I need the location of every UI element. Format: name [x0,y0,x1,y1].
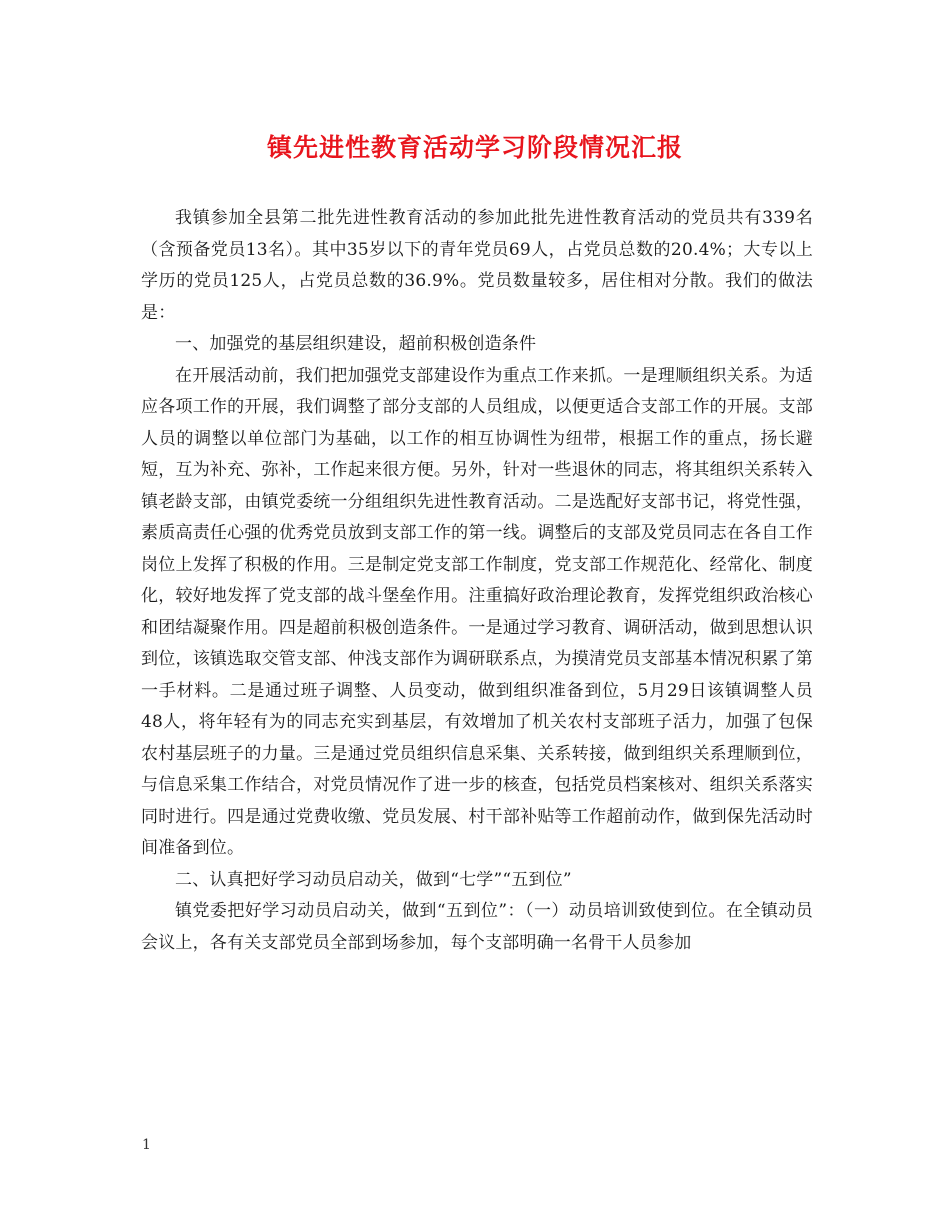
paragraph-section-2: 镇党委把好学习动员启动关，做到“五到位”：（一）动员培训致使到位。在全镇动员会议上，各有关支部党员全部到场参加，每个支部明确一名骨干人员参加 [141,901,813,953]
document-body [141,203,813,959]
paragraph-section-1: 在开展活动前，我们把加强党支部建设作为重点工作来抓。一是理顺组织关系。为适应各项工作的开展，我们调整了部分支部的人员组成，以便更适合支部工作的开展。支部人员的调整以单位部门为基础，以工作的相互协调性为纽带，根据工作的重点，扬长避短，互为补充、弥补，工作起来很方便。另外，针对一些退休的同志，将其组织关系转入镇老龄支部，由镇党委统一分组组织先进性教育活动。二是选配好支部书记，将党性强，素质高责任心强的优秀党员放到支部工作的第一线。调整后的支部及党员同志在各自工作岗位上发挥了积极的作用。三是制定党支部工作制度，党支部工作规范化、经常化、制度化，较好地发挥了党支部的战斗堡垒作用。注重搞好政治理论教育，发挥党组织政治核心和团结凝聚作用。四是超前积极创造条件。一是通过学习教育、调研活动，做到思想认识到位，该镇选取交管支部、仲浅支部作为调研联系点，为摸清党员支部基本情况积累了第一手材料。二是通过班子调整、人员变动，做到组织准备到位，5月29日该镇调整人员48人，将年轻有为的同志充实到基层，有效增加了机关农村支部班子活力，加强了包保农村基层班子的力量。三是通过党员组织信息采集、关系转接，做到组织关系理顺到位，与信息采集工作结合，对党员情况作了进一步的核查，包括党员档案核对、组织关系落实同时进行。四是通过党费收缴、党员发展、村干部补贴等工作超前动作，做到保先活动时间准备到位。 [141,365,813,858]
document-title: 镇先进性教育活动学习阶段情况汇报 [266,133,683,162]
section-heading-1: 一、加强党的基层组织建设，超前积极创造条件 [175,334,537,354]
section-heading-2: 二、认真把好学习动员启动关，做到“七学”“五到位” [175,869,572,890]
paragraph-intro: 我镇参加全县第二批先进性教育活动的参加此批先进性教育活动的党员共有339名（含预备党员13名）。其中35岁以下的青年党员69人，占党员总数的20.4%；大专以上学历的党员125人，占党员总数的36.9%。党员数量较多，居住相对分散。我们的做法是： [141,208,813,323]
page-number: 1 [142,1137,151,1153]
